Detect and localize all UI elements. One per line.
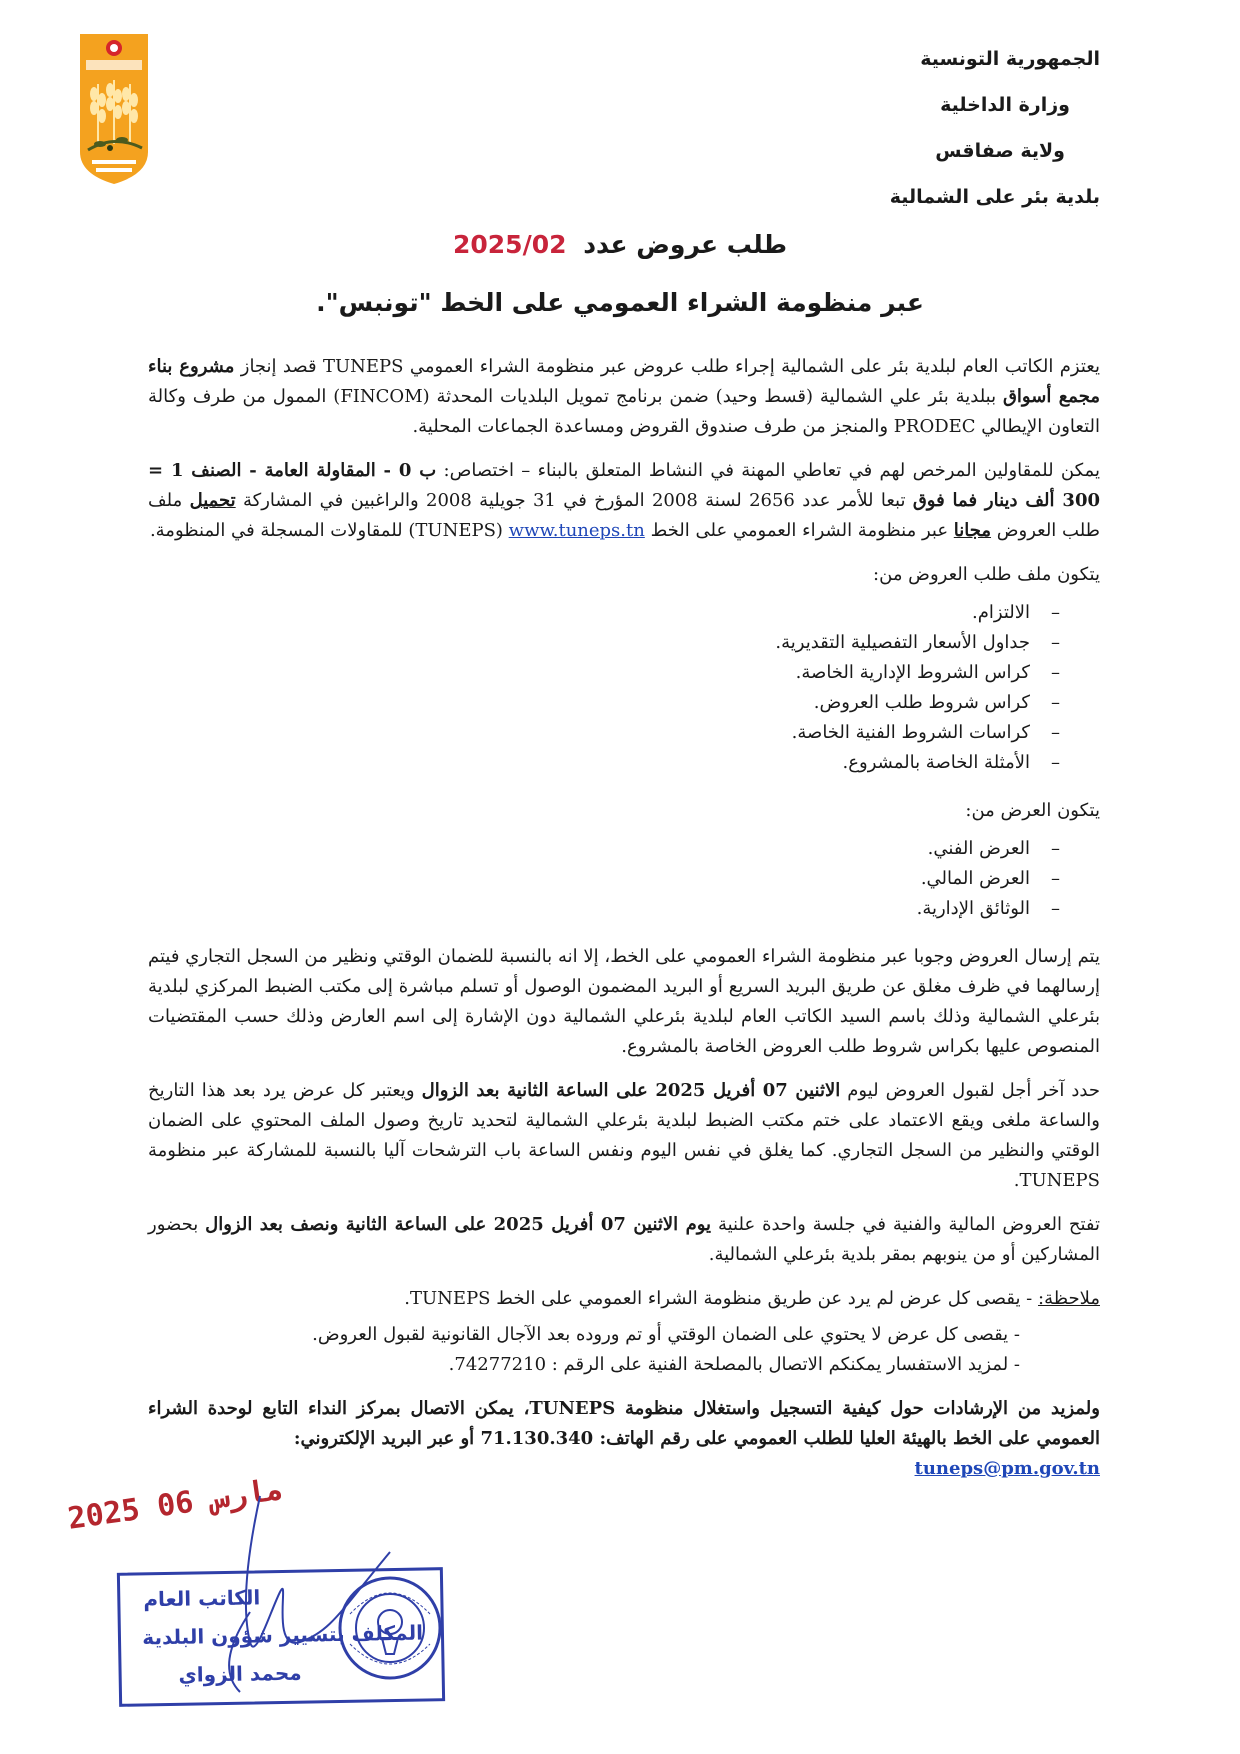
header-ministry: وزارة الداخلية [940,94,1070,116]
deadline-date: الاثنين 07 أفريل 2025 على الساعة الثانية بعد الزوال [421,1080,841,1101]
header-municipality: بلدية بئر على الشمالية [889,186,1100,208]
title-label: طلب عروض عدد [583,230,787,259]
file-items-list [148,598,1100,778]
letterhead [890,36,1100,220]
date-stamp: 2025 مارس 06 [65,1472,286,1537]
contact-email-row [148,1454,1100,1484]
offer-items-list [148,834,1100,924]
opening-text-end: بحضور المشاركين أو من ينوبهم بمقر بلدية بئرعلي الشمالية. [148,1214,1100,1265]
intro-text-end: ببلدية بئر علي الشمالية (قسط وحيد) ضمن برنامج تمويل البلديات المحدثة (FINCOM) الممول من طرف وكالة التعاون الإيطالي PRODEC والمنجز من طرف صندوق القروض ومساعدة الجماعات المحلية. [148,386,1100,437]
file-list-intro: يتكون ملف طلب العروض من: [873,564,1100,585]
stamp-name: محمد الزواي [178,1660,302,1687]
contact-text: ولمزيد من الإرشادات حول كيفية التسجيل واستغلال منظومة TUNEPS، يمكن الاتصال بمركز النداء التابع لوحدة الشراء العمومي على الخط بالهيئة العليا للطلب العمومي على رقم الهاتف: 71.130.340 أو عبر البريد الإلكتروني: [148,1398,1100,1449]
submission-paragraph: يتم إرسال العروض وجوبا عبر منظومة الشراء العمومي على الخط، إلا انه بالنسبة للضمان الوقتي ونظير من السجل التجاري فيتم إرسالهما في ظرف مغلق عن طريق البريد السريع أو البريد المضمون الوصول أو تسلم مباشرة إلى مكتب الضبط المركزي لبلدية بئرعلي الشمالية وذلك باسم السيد الكاتب العام لبلدية بئرعلي الشمالية دون الإشارة إلى اسم العارض وذلك حسب المقتضيات المنصوص عليها بكراس شروط طلب العروض الخاصة بالمشروع. [148,946,1100,1057]
eligibility-text-2: تبعا للأمر عدد 2656 لسنة 2008 المؤرخ في 31 جويلية 2008 والراغبين في المشاركة [235,490,913,511]
list-item: – جداول الأسعار التفصيلية التقديرية. [148,628,1060,658]
list-item: – كراس شروط طلب العروض. [148,688,1060,718]
eligibility-text-4: عبر منظومة الشراء العمومي على الخط [644,520,954,541]
note-first: - يقصى كل عرض لم يرد عن طريق منظومة الشراء العمومي على الخط TUNEPS. [404,1288,1038,1309]
note-item-text: لمزيد الاستفسار يمكنكم الاتصال بالمصلحة الفنية على الرقم : 74277210. [448,1354,1009,1375]
opening-text: تفتح العروض المالية والفنية في جلسة واحدة علنية [711,1214,1101,1235]
offer-list-intro: يتكون العرض من: [965,800,1100,821]
list-item: – كراسات الشروط الفنية الخاصة. [148,718,1060,748]
note-item: - يقصى كل عرض لا يحتوي على الضمان الوقتي أو تم وروده بعد الآجال القانونية لقبول العروض. [312,1324,1020,1345]
list-item: – العرض المالي. [148,864,1060,894]
note-item: - لمزيد الاستفسار يمكنكم الاتصال بالمصلحة الفنية على الرقم : 74277210. [448,1354,1020,1375]
eligibility-text: يمكن للمقاولين المرخص لهم في تعاطي المهنة في النشاط المتعلق بالبناء – اختصاص: [436,460,1100,481]
category-requirement: ب 0 - المقاولة العامة - الصنف 1 = 300 ألف دينار فما فوق [148,460,1100,511]
contact-email-link[interactable]: tuneps@pm.gov.tn [914,1458,1100,1479]
note-item-text: يقصى كل عرض لا يحتوي على الضمان الوقتي أو تم وروده بعد الآجال القانونية لقبول العروض. [312,1324,1009,1345]
intro-paragraph [148,352,1100,442]
note-items [148,1320,1100,1380]
deadline-text-end: ويعتبر كل عرض يرد بعد هذا التاريخ والساعة ملغى ويقع الاعتماد على ختم مكتب الضبط لبلدية بئرعلي الشمالية لتحديد تاريخ وصول الملف المحتوي على الضمان الوقتي والنظير من السجل التجاري. كما يغلق في نفس اليوم ونفس الساعة باب الترشحات آليا بالنسبة للمشاركة عبر منظومة TUNEPS. [148,1080,1100,1191]
document-subtitle: عبر منظومة الشراء العمومي على الخط "تونبس". [316,288,924,317]
header-republic: الجمهورية التونسية [920,48,1100,70]
note-label: ملاحظة: [1038,1288,1100,1309]
eligibility-text-3: ملف طلب العروض [148,490,1100,541]
eligibility-text-5: (TUNEPS) للمقاولات المسجلة في المنظومة. [149,520,509,541]
municipality-logo [78,34,150,184]
document-title [0,230,1240,259]
eligibility-paragraph [148,456,1100,546]
note-paragraph [148,1284,1100,1314]
list-item: – كراس الشروط الإدارية الخاصة. [148,658,1060,688]
title-number: 2025/02 [452,230,567,259]
stamp-title: الكاتب العام [143,1585,261,1612]
list-item: – الالتزام. [148,598,1060,628]
project-name: مشروع بناء مجمع أسواق [148,356,1100,407]
opening-date: يوم الاثنين 07 أفريل 2025 على الساعة الثانية ونصف بعد الزوال [205,1214,712,1235]
free-word: مجانا [953,520,992,541]
contact-paragraph [148,1394,1100,1454]
tuneps-link[interactable]: www.tuneps.tn [508,520,645,541]
document-body [148,352,1100,1484]
header-governorate: ولاية صفاقس [935,140,1065,162]
opening-paragraph [148,1210,1100,1270]
list-item: – الوثائق الإدارية. [148,894,1060,924]
deadline-paragraph [148,1076,1100,1196]
list-item: – العرض الفني. [148,834,1060,864]
deadline-text: حدد آخر أجل لقبول العروض ليوم [840,1080,1101,1101]
handwritten-signature-icon [130,1492,410,1702]
intro-text: يعتزم الكاتب العام لبلدية بئر على الشمالية إجراء طلب عروض عبر منظومة الشراء العمومي TUNEPS قصد إنجاز [234,356,1100,377]
stamp-role: المكلف بتسيير شؤون البلدية [142,1620,424,1650]
list-item: – الأمثلة الخاصة بالمشروع. [148,748,1060,778]
download-word: تحميل [189,490,236,511]
